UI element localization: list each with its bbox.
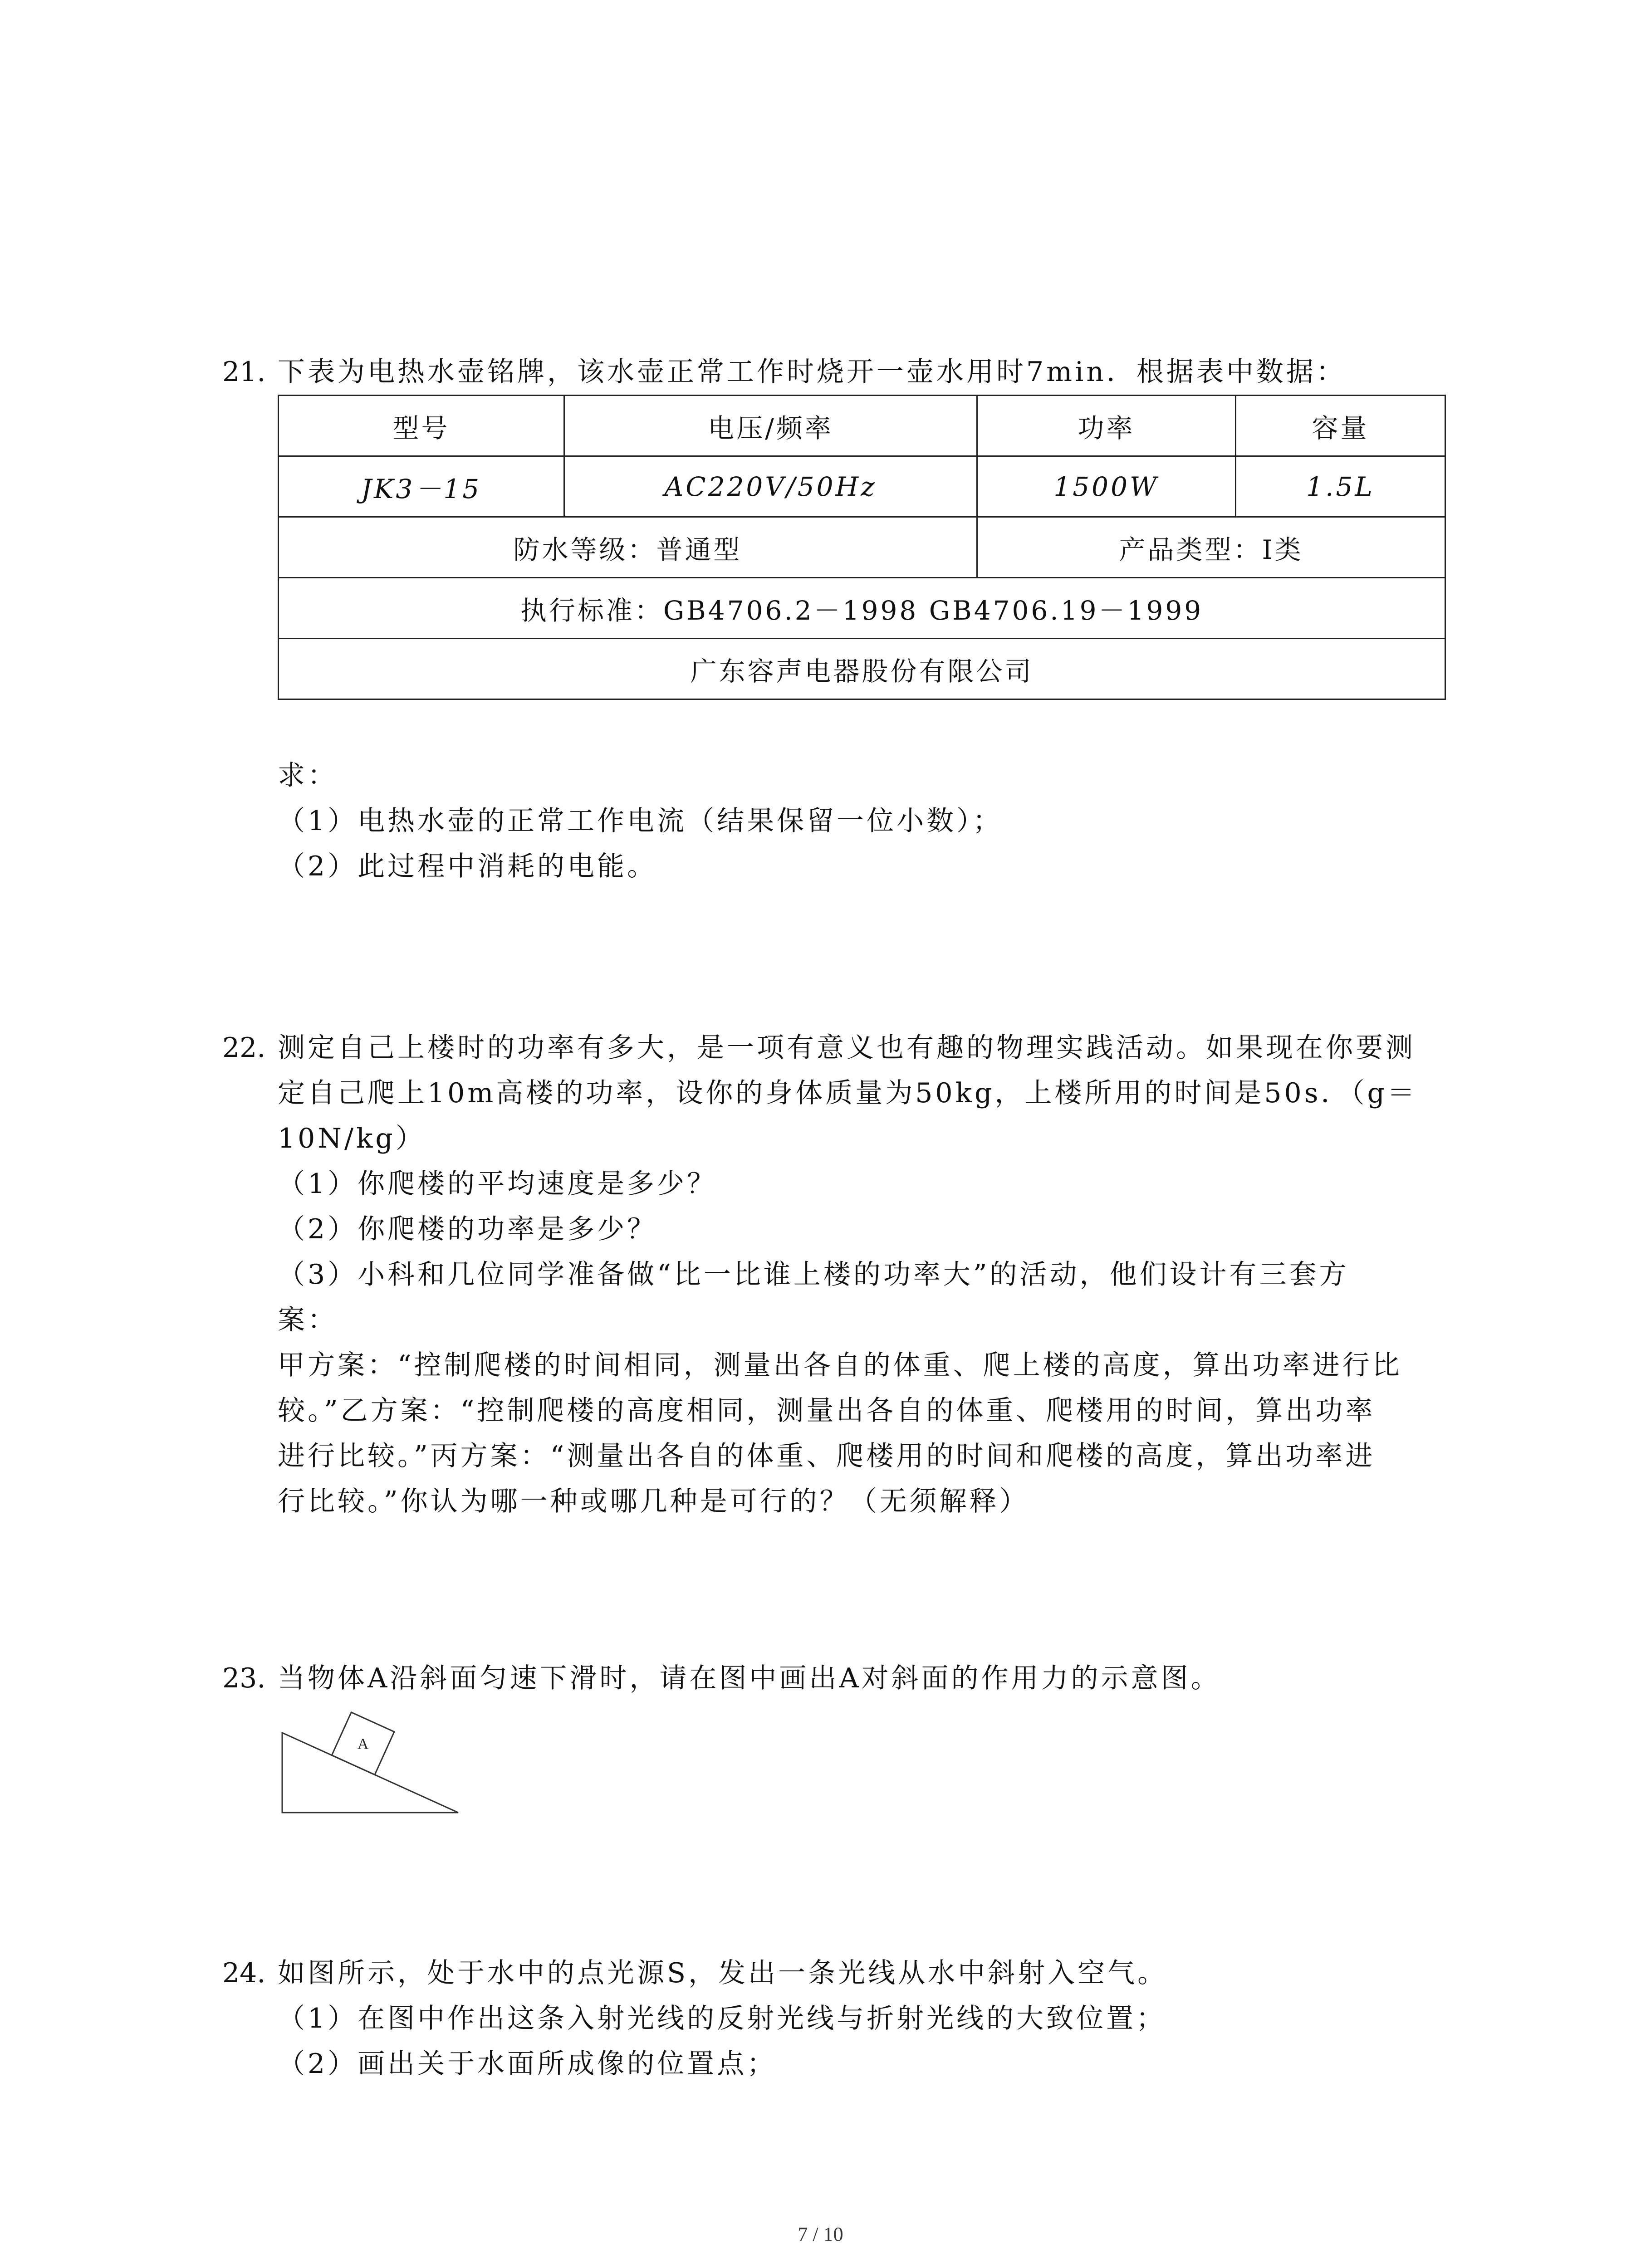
- product-type-cell: 产品类型：I类: [977, 517, 1445, 578]
- value-capacity: 1.5L: [1236, 456, 1445, 517]
- nameplate-table: [278, 395, 1446, 700]
- header-capacity: 容量: [1236, 396, 1445, 456]
- q22-plan2: 较。”乙方案：“控制爬楼的高度相同，测量出各自的体重、爬楼用的时间，算出功率: [278, 1395, 1376, 1427]
- value-power: 1500W: [977, 456, 1236, 517]
- block-a-label: A: [357, 1735, 369, 1753]
- incline-diagram: [272, 1706, 472, 1823]
- header-power: 功率: [977, 396, 1236, 456]
- q22-number: 22.: [222, 1032, 266, 1064]
- q22-sub3a: （3）小科和几位同学准备做“比一比谁上楼的功率大”的活动，他们设计有三套方: [278, 1259, 1349, 1290]
- q22-plan4: 行比较。”你认为哪一种或哪几种是可行的？（无须解释）: [278, 1486, 1029, 1517]
- header-model: 型号: [279, 396, 564, 456]
- q24-stem: 如图所示，处于水中的点光源S，发出一条光线从水中斜射入空气。: [278, 1957, 1168, 1989]
- page-number: 7 / 10: [798, 2223, 843, 2245]
- q21-sub2: （2）此过程中消耗的电能。: [278, 850, 657, 882]
- q22-line3: 10N/kg）: [278, 1123, 426, 1154]
- table-row: [279, 639, 1445, 699]
- q22-line2: 定自己爬上10m高楼的功率，设你的身体质量为50kg，上楼所用的时间是50s．（g＝: [278, 1077, 1417, 1109]
- q23-stem: 当物体A沿斜面匀速下滑时，请在图中画出A对斜面的作用力的示意图。: [278, 1662, 1221, 1694]
- table-row: [279, 578, 1445, 639]
- q21-stem: 下表为电热水壶铭牌，该水壶正常工作时烧开一壶水用时7min．根据表中数据：: [278, 356, 1346, 388]
- waterproof-cell: 防水等级：普通型: [279, 517, 977, 578]
- table-row: [279, 456, 1445, 517]
- value-model: JK3－15: [279, 456, 564, 517]
- q22-plan1: 甲方案：“控制爬楼的时间相同，测量出各自的体重、爬上楼的高度，算出功率进行比: [278, 1349, 1402, 1381]
- table-row: [279, 396, 1445, 456]
- q21-ask: 求：: [278, 760, 338, 792]
- table-row: [279, 517, 1445, 578]
- q22-line1: 测定自己上楼时的功率有多大，是一项有意义也有趣的物理实践活动。如果现在你要测: [278, 1032, 1416, 1064]
- value-voltage: AC220V/50Hz: [564, 456, 977, 517]
- maker-cell: 广东容声电器股份有限公司: [279, 639, 1445, 699]
- q24-sub2: （2）画出关于水面所成像的位置点；: [278, 2048, 777, 2080]
- q22-sub1: （1）你爬楼的平均速度是多少？: [278, 1168, 717, 1200]
- q21-number: 21.: [222, 356, 266, 388]
- q24-sub1: （1）在图中作出这条入射光线的反射光线与折射光线的大致位置；: [278, 2003, 1166, 2034]
- q24-number: 24.: [222, 1957, 266, 1989]
- q21-sub1: （1）电热水壶的正常工作电流（结果保留一位小数）；: [278, 805, 1003, 837]
- q22-sub2: （2）你爬楼的功率是多少？: [278, 1213, 657, 1245]
- q23-number: 23.: [222, 1662, 266, 1694]
- header-voltage: 电压/频率: [564, 396, 977, 456]
- q22-plan3: 进行比较。”丙方案：“测量出各自的体重、爬楼用的时间和爬楼的高度，算出功率进: [278, 1440, 1376, 1472]
- q22-sub3b: 案：: [278, 1304, 338, 1336]
- standard-cell: 执行标准：GB4706.2－1998 GB4706.19－1999: [279, 578, 1445, 639]
